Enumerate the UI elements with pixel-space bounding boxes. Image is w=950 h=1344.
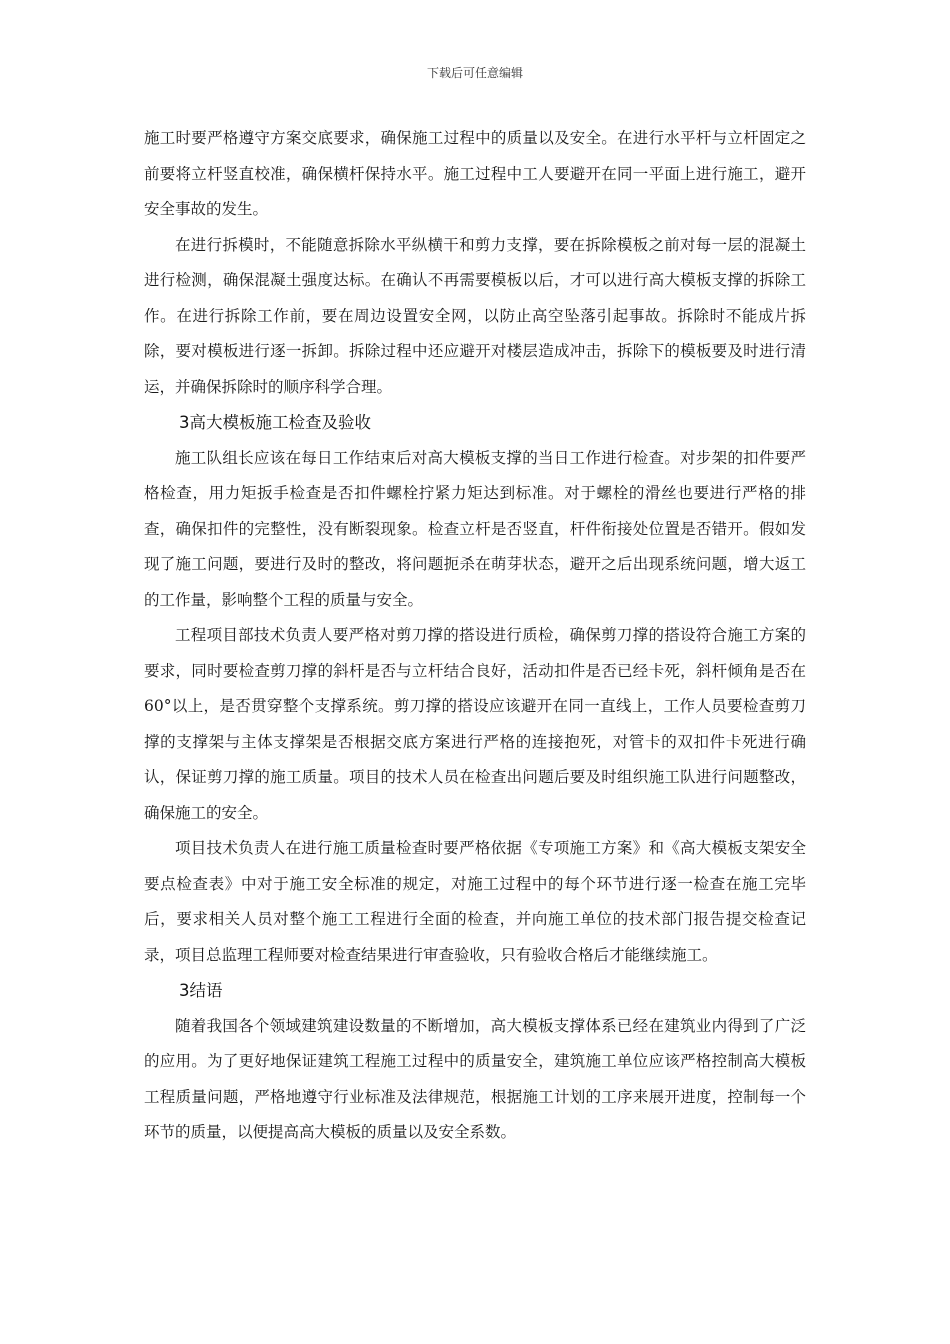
paragraph-construction-requirements: 施工时要严格遵守方案交底要求，确保施工过程中的质量以及安全。在进行水平杆与立杆固定之前要将立杆竖直校准，确保横杆保持水平。施工过程中工人要避开在同一平面上进行施工，避开安全事故的发生。	[144, 129, 806, 218]
section-heading-conclusion: 3结语	[179, 981, 223, 1000]
paragraph-formwork-removal: 在进行拆模时，不能随意拆除水平纵横干和剪力支撑，要在拆除模板之前对每一层的混凝土进行检测，确保混凝土强度达标。在确认不再需要模板以后，才可以进行高大模板支撑的拆除工作。在进行拆除工作前，要在周边设置安全网，以防止高空坠落引起事故。拆除时不能成片拆除，要对模板进行逐一拆卸。拆除过程中还应避开对楼层造成冲击，拆除下的模板要及时进行清运，并确保拆除时的顺序科学合理。	[144, 235, 806, 396]
paragraph-quality-acceptance: 项目技术负责人在进行施工质量检查时要严格依据《专项施工方案》和《高大模板支架安全要点检查表》中对于施工安全标准的规定，对施工过程中的每个环节进行逐一检查在施工完毕后，要求相关人员对整个施工工程进行全面的检查，并向施工单位的技术部门报告提交检查记录，项目总监理工程师要对检查结果进行审查验收，只有验收合格后才能继续施工。	[144, 839, 806, 964]
page-header: 下载后可任意编辑	[426, 66, 523, 80]
section-heading-inspection: 3高大模板施工检查及验收	[179, 413, 371, 432]
paragraph-conclusion: 随着我国各个领域建筑建设数量的不断增加，高大模板支撑体系已经在建筑业内得到了广泛的应用。为了更好地保证建筑工程施工过程中的质量安全，建筑施工单位应该严格控制高大模板工程质量问题，严格地遵守行业标准及法律规范，根据施工计划的工序来展开进度，控制每一个环节的质量，以便提高高大模板的质量以及安全系数。	[144, 1016, 806, 1141]
paragraph-daily-inspection: 施工队组长应该在每日工作结束后对高大模板支撑的当日工作进行检查。对步架的扣件要严格检查，用力矩扳手检查是否扣件螺栓拧紧力矩达到标准。对于螺栓的滑丝也要进行严格的排查，确保扣件的完整性，没有断裂现象。检查立杆是否竖直，杆件衔接处位置是否错开。假如发现了施工问题，要进行及时的整改，将问题扼杀在萌芽状态，避开之后出现系统问题，增大返工的工作量，影响整个工程的质量与安全。	[144, 448, 806, 609]
document-body	[144, 121, 806, 1151]
paragraph-scissor-brace-inspection: 工程项目部技术负责人要严格对剪刀撑的搭设进行质检，确保剪刀撑的搭设符合施工方案的要求，同时要检查剪刀撑的斜杆是否与立杆结合良好，活动扣件是否已经卡死，斜杆倾角是否在60°以上，是否贯穿整个支撑系统。剪刀撑的搭设应该避开在同一直线上，工作人员要检查剪刀撑的支撑架与主体支撑架是否根据交底方案进行严格的连接抱死，对管卡的双扣件卡死进行确认，保证剪刀撑的施工质量。项目的技术人员在检查出问题后要及时组织施工队进行问题整改，确保施工的安全。	[144, 626, 806, 822]
